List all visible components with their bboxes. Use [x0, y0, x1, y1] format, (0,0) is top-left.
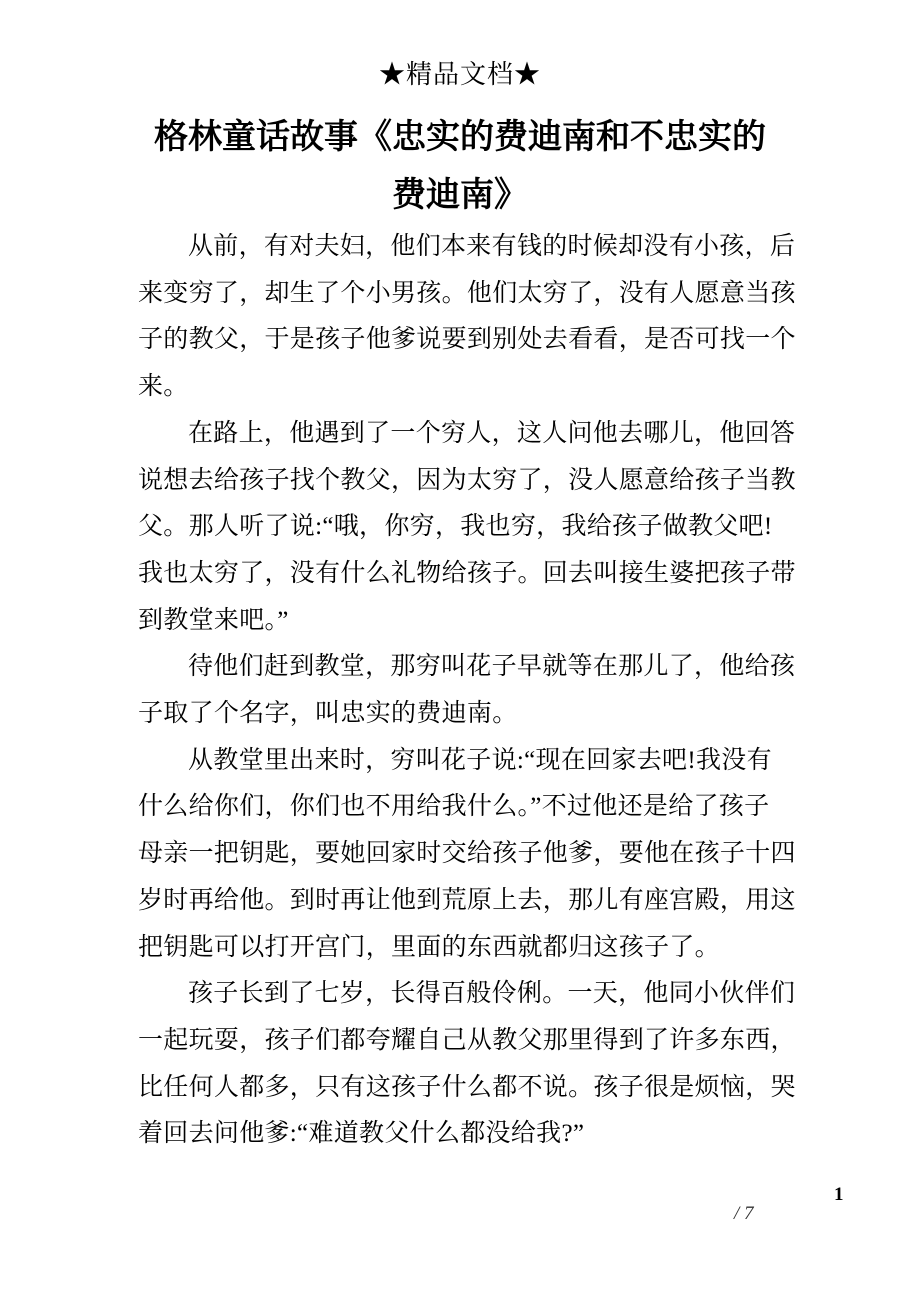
text-line: 格林童话故事《忠实的费迪南和不忠实的: [154, 118, 766, 156]
paragraph: [138, 224, 798, 411]
text-line: 子的教父，于是孩子他爹说要到别处去看看，是否可找一个: [138, 326, 796, 354]
paragraph: [138, 411, 798, 645]
text-line: 我也太穷了，没有什么礼物给孩子。回去叫接生婆把孩子带: [138, 559, 796, 587]
text-line: 把钥匙可以打开宫门，里面的东西就都归这孩子了。: [138, 933, 720, 961]
text-line: 费迪南》: [392, 176, 528, 214]
text-line: 孩子长到了七岁，长得百般伶俐。一天，他同小伙伴们: [188, 980, 796, 1008]
text-line: 待他们赶到教堂，那穷叫花子早就等在那儿了，他给孩: [188, 653, 796, 681]
document-title: [100, 108, 820, 224]
paragraph: [138, 644, 798, 737]
text-line: 从前，有对夫妇，他们本来有钱的时候却没有小孩，后: [188, 233, 796, 260]
document-body: [138, 224, 798, 1158]
text-line: 到教堂来吧。”: [138, 606, 289, 634]
text-line: 比任何人都多，只有这孩子什么都不说。孩子很是烦恼，哭: [138, 1073, 796, 1101]
text-line: 岁时再给他。到时再让他到荒原上去，那儿有座宫殿，用这: [138, 886, 796, 914]
page-total: / 7: [734, 1203, 754, 1224]
text-line: 在路上，他遇到了一个穷人，这人问他去哪儿，他回答: [188, 419, 796, 447]
watermark-header: ★精品文档★: [378, 60, 541, 89]
paragraph: [138, 971, 798, 1158]
text-line: 说想去给孩子找个教父，因为太穷了，没人愿意给孩子当教: [138, 466, 796, 494]
paragraph: [138, 738, 798, 972]
page-number: 1: [834, 1184, 844, 1205]
text-line: 一起玩耍，孩子们都夸耀自己从教父那里得到了许多东西，: [138, 1026, 796, 1054]
text-line: 从教堂里出来时，穷叫花子说:“现在回家去吧!我没有: [188, 746, 772, 774]
text-line: 父。那人听了说:“哦，你穷，我也穷，我给孩子做教父吧!: [138, 513, 773, 541]
text-line: 着回去问他爹:“难道教父什么都没给我?”: [138, 1120, 585, 1148]
text-line: 来。: [138, 373, 189, 401]
text-line: 子取了个名字，叫忠实的费迪南。: [138, 700, 518, 728]
text-line: 母亲一把钥匙，要她回家时交给孩子他爹，要他在孩子十四: [138, 840, 796, 868]
text-line: 来变穷了，却生了个小男孩。他们太穷了，没有人愿意当孩: [138, 279, 796, 307]
text-line: 什么给你们，你们也不用给我什么。”不过他还是给了孩子: [138, 793, 770, 821]
